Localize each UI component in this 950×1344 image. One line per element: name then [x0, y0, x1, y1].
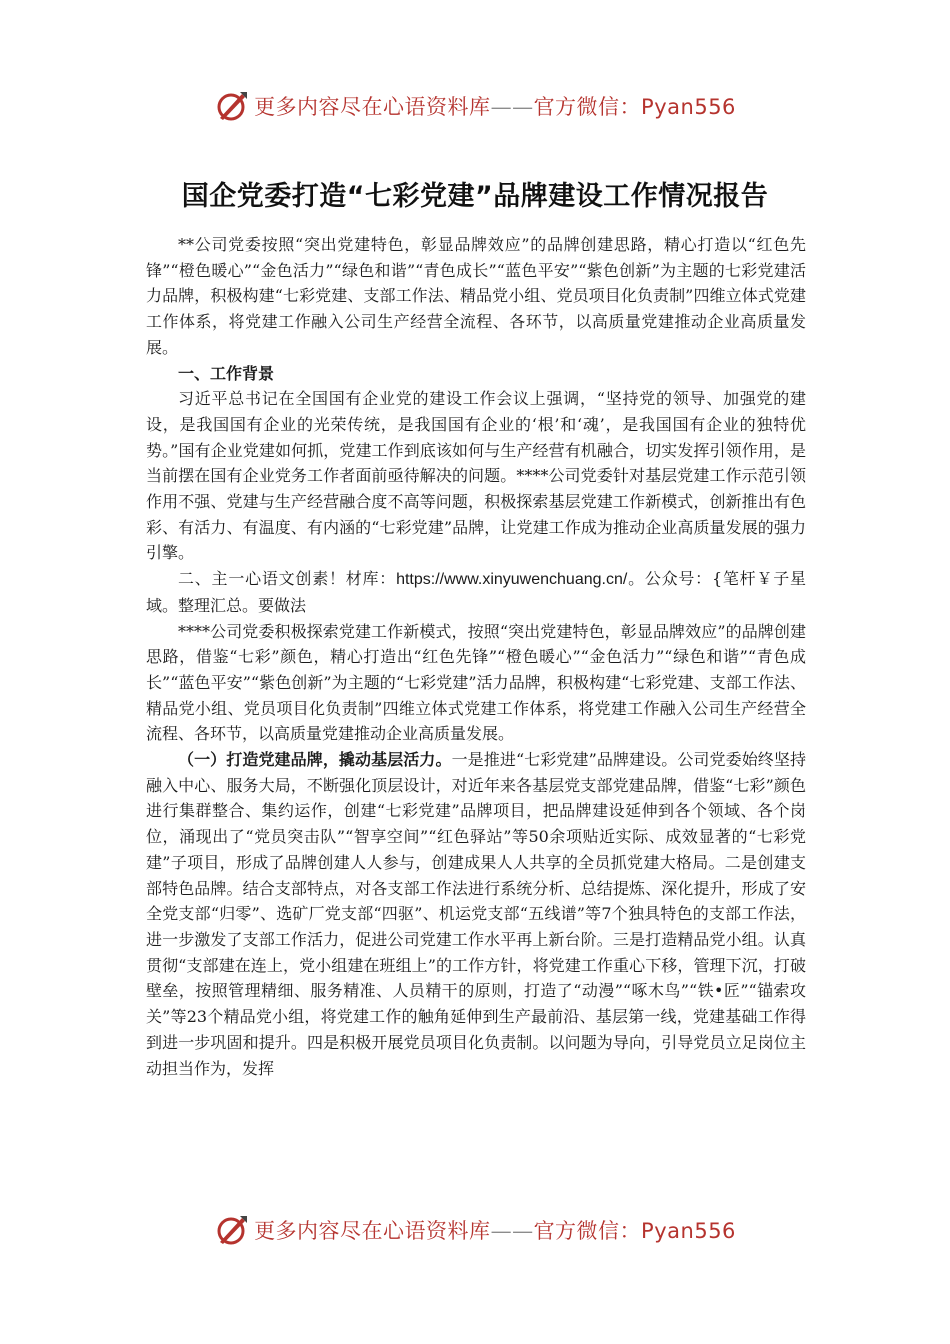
pen-logo-icon — [214, 88, 250, 124]
background-paragraph: 习近平总书记在全国国有企业党的建设工作会议上强调，“坚持党的领导、加强党的建设，是我国国有企业的光荣传统，是我国国有企业的‘根’和‘魂’，是我国国有企业的独特优势。”国有企业党建如何抓，党建工作到底该如何与生产经营有机融合，切实发挥引领作用，是当前摆在国有企业党务工作者面前亟待解决的问题。****公司党委针对基层党建工作示范引领作用不强、党建与生产经营融合度不高等问题，积极探索基层党建工作新模式，创新推出有色彩、有活力、有温度、有内涵的“七彩党建”品牌，让党建工作成为推动企业高质量发展的强力引擎。 — [146, 389, 806, 563]
section-heading-practice — [146, 566, 806, 618]
section-heading-background: 一、工作背景 — [178, 363, 275, 383]
watermark-banner-top — [0, 84, 950, 128]
document-body — [146, 232, 806, 1081]
source-url-link[interactable]: https://www.xinyuwenchuang.cn/ — [396, 571, 628, 589]
subsection-text-1: 一是推进“七彩党建”品牌建设。公司党委始终坚持融入中心、服务大局，不断强化顶层设计，对近年来各基层党支部党建品牌，借鉴“七彩”颜色进行集群整合、集约运作，创建“七彩党建”品牌项目，把品牌建设延伸到各个领域、各个岗位，涌现出了“党员突击队”“智享空间”“红色驿站”等50余项贴近实际、成效显著的“七彩党建”子项目，形成了品牌创建人人参与，创建成果人人共享的全员抓党建大格局。二是创建支部特色品牌。结合支部特点，对各支部工作法进行系统分析、总结提炼、深化提升，形成了安全党支部“归零”、选矿厂党支部“四驱”、机运党支部“五线谱”等7个独具特色的支部工作法，进一步激发了支部工作活力，促进公司党建工作水平再上新台阶。三是打造精品党小组。认真贯彻“支部建在连上，党小组建在班组上”的工作方针，将党建工作重心下移，管理下沉，打破壁垒，按照管理精细、服务精准、人员精干的原则，打造了“动漫”“啄木鸟”“铁•匠”“锚索攻关”等23个精品党小组，将党建工作的触角延伸到生产最前沿、基层第一线，党建基础工作得到进一步巩固和提升。四是积极开展党员项目化负责制。以问题为导向，引导党员立足岗位主动担当作为，发挥 — [146, 750, 806, 1078]
subsection-paragraph-1 — [146, 747, 806, 1081]
heading2-suffix: 。公众号：{笔杆￥子星域。整理汇总。要做法 — [146, 569, 806, 615]
watermark-text: 更多内容尽在心语资料库——官方微信：Pyan556 — [254, 95, 736, 119]
intro-paragraph: **公司党委按照“突出党建特色，彰显品牌效应”的品牌创建思路，精心打造以“红色先锋”“橙色暖心”“金色活力”“绿色和谐”“青色成长”“蓝色平安”“紫色创新”为主题的七彩党建活力品牌，积极构建“七彩党建、支部工作法、精品党小组、党员项目化负责制”四维立体式党建工作体系，将党建工作融入公司生产经营全流程、各环节，以高质量党建推动企业高质量发展。 — [146, 235, 806, 357]
subsection-heading-1: （一）打造党建品牌，撬动基层活力。 — [178, 750, 452, 770]
watermark-text: 更多内容尽在心语资料库——官方微信：Pyan556 — [254, 1219, 736, 1243]
watermark-banner-bottom — [0, 1208, 950, 1252]
pen-logo-icon — [214, 1212, 250, 1248]
practice-paragraph: ****公司党委积极探索党建工作新模式，按照“突出党建特色，彰显品牌效应”的品牌创建思路，借鉴“七彩”颜色，精心打造出“红色先锋”“橙色暖心”“金色活力”“绿色和谐”“青色成长”“蓝色平安”“紫色创新”为主题的“七彩党建”活力品牌，积极构建“七彩党建、支部工作法、精品党小组、党员项目化负责制”四维立体式党建工作体系，将党建工作融入公司生产经营全流程、各环节，以高质量党建推动企业高质量发展。 — [146, 621, 806, 744]
document-title: 国企党委打造“七彩党建”品牌建设工作情况报告 — [181, 181, 769, 212]
heading2-prefix: 二、主一心语文创素！材库： — [178, 569, 397, 589]
